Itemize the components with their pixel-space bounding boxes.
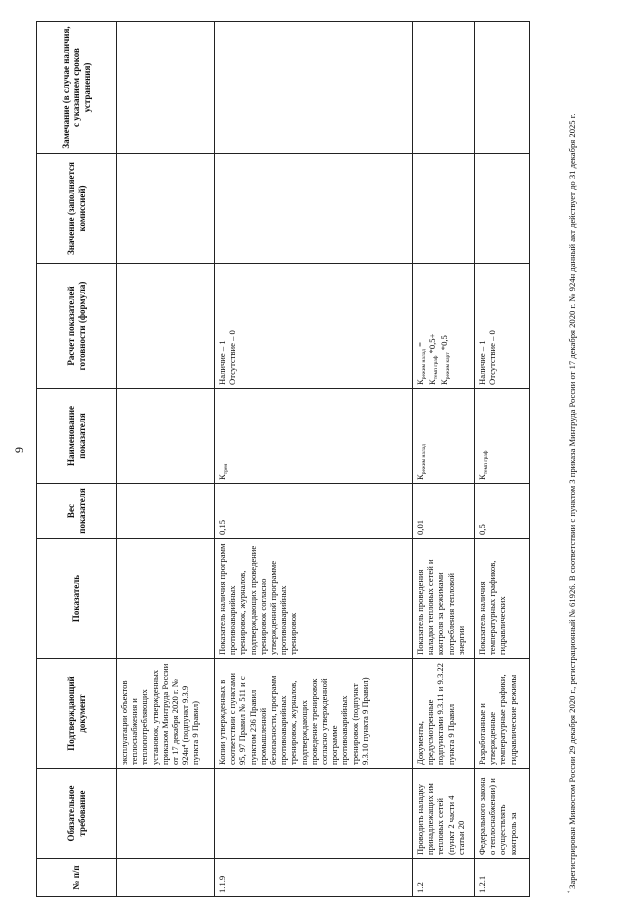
header-value: Значение (заполняется комиссией) — [37, 154, 117, 264]
row1-indicator-name: $К_{трен}$ — [215, 389, 413, 484]
row3-indicator: Показатель наличия температурных графиков, гидравлических — [475, 539, 530, 659]
row1-calculation: Наличие – 1 Отсутствие – 0 — [215, 264, 413, 389]
footnote: $^{^4}$ Зарегистрирован Минюстом России 29 декабря 2020 г., регистрационный № 61926. В соответствии с пунктом 3 приказа Минтруда России от 17 декабря 2020 г. № 924н данный акт действует до 31 декабря 2025 г. — [566, 113, 577, 893]
table-header-row — [37, 22, 117, 897]
row2-indicator: Показатель проведения наладки тепловых сетей и контроля за режимами потребления тепловой энергии — [413, 539, 475, 659]
table-row — [413, 22, 475, 897]
table-row — [475, 22, 530, 897]
row1-indicator: Показатель наличия программ противоаварийных тренировок, журналов, подтверждающих проведение тренировок согласно утвержденной программе противоаварийных тренировок — [215, 539, 413, 659]
row3-requirement: Федерального закона о теплоснабжении) и осуществлять контроль за — [475, 769, 530, 859]
row3-calculation: Наличие – 1 Отсутствие – 0 — [475, 264, 530, 389]
row1-weight: 0,15 — [215, 484, 413, 539]
header-calculation: Расчет показателей готовности (формула) — [37, 264, 117, 389]
row3-weight: 0,5 — [475, 484, 530, 539]
row3-num: 1.2.1 — [475, 859, 530, 897]
header-weight: Вес показателя — [37, 484, 117, 539]
table-row — [117, 22, 215, 897]
row1-num: 1.1.9 — [215, 859, 413, 897]
header-requirement: Обязательное требование — [37, 769, 117, 859]
row2-calculation — [413, 264, 475, 389]
row2-weight: 0,01 — [413, 484, 475, 539]
formula-line-1: $К_{режим налад}$ = — [415, 342, 427, 385]
row3-document: Разработанные и утвержденные температурные графики, гидравлические режимы — [475, 659, 530, 769]
page-number: 9 — [12, 447, 26, 453]
table-row — [215, 22, 413, 897]
row2-num: 1.2 — [413, 859, 475, 897]
header-indicator: Показатель — [37, 539, 117, 659]
row3-indicator-name: $К_{темп граф}$ — [475, 389, 530, 484]
row2-requirement: Проводить наладку принадлежащих им тепловых сетей (пункт 2 части 4 статьи 20 — [413, 769, 475, 859]
header-num: № п/п — [37, 859, 117, 897]
row0-document: эксплуатации объектов теплоснабжения и теплопотребляющих установок, утвержденных приказом Минтруда России от 17 декабря 2020 г. № 924н⁴ (подпункт 9.3.9 пункта 9 Правил) — [117, 659, 215, 769]
row2-indicator-name: $К_{режим налад}$ — [413, 389, 475, 484]
header-remark: Замечание (в случае наличия, с указанием сроков устранения) — [37, 22, 117, 154]
row2-document: Документы, предусмотренные подпунктами 9.3.11 и 9.3.22 пункта 9 Правил — [413, 659, 475, 769]
formula-line-3: $К_{режим карт}$ *0,5 — [439, 335, 452, 385]
row1-document: Копии утвержденных в соответствии с пунктами 95, 97 Правил № 511 и с пунктом 236 Правил промышленной безопасности, программ противоаварийных тренировок, журналов, подтверждающих проведение тренировок согласно утвержденной программе противоаварийных тренировок (подпункт 9.3.10 пункта 9 Правил) — [215, 659, 413, 769]
header-indicator-name: Наименование показателя — [37, 389, 117, 484]
formula-line-2: $К_{темп граф}$ *0,5+ — [427, 333, 440, 385]
requirements-table — [36, 21, 530, 897]
header-document: Подтверждающий документ — [37, 659, 117, 769]
